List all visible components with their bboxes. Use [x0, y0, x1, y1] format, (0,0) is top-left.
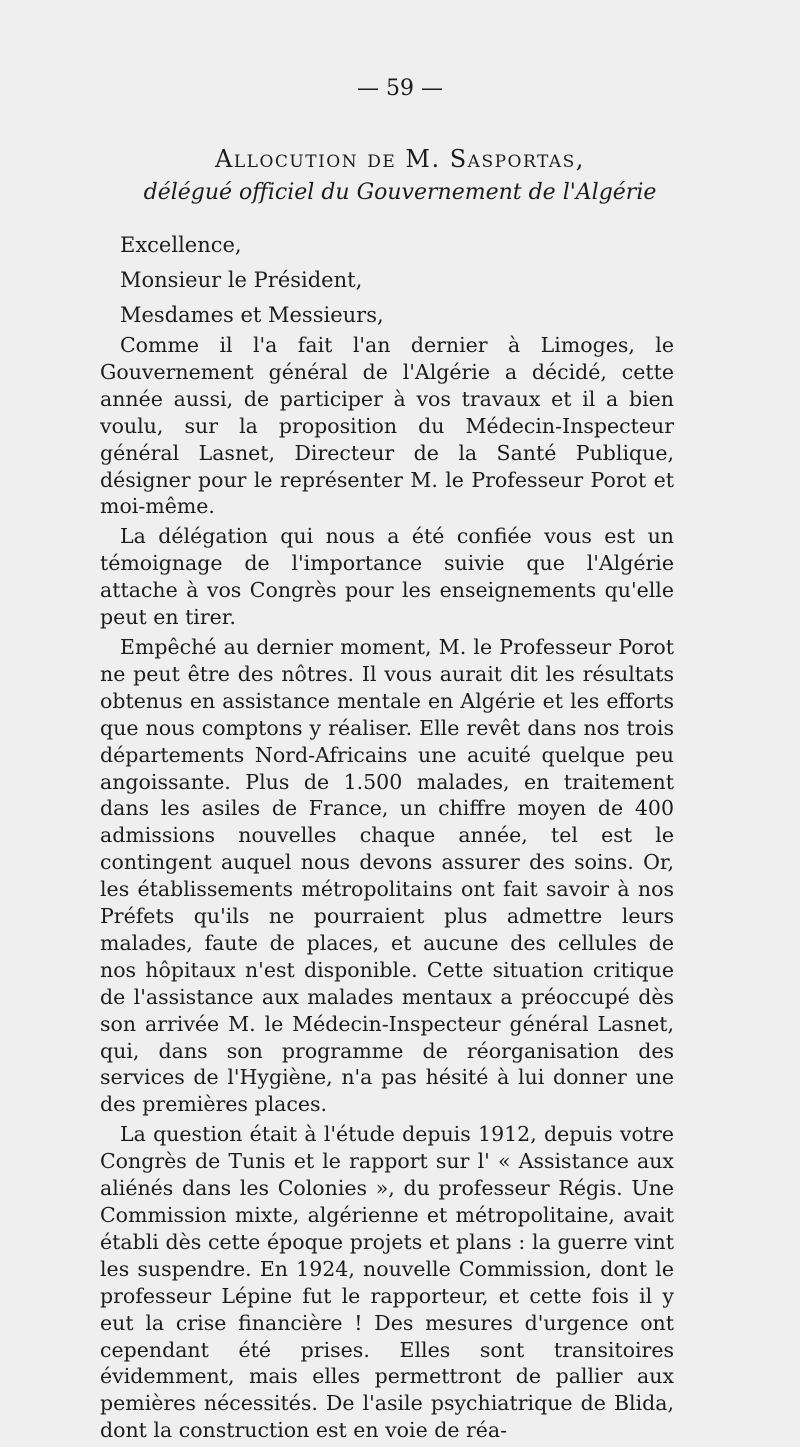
salutation-line: Monsieur le Président, — [120, 268, 363, 292]
paragraph: Comme il l'a fait l'an dernier à Limoges, le Gouvernement général de l'Algérie a décidé, cette année aussi, de participer à vos travaux et il a bien voulu, sur la proposition du Médecin-Inspecteur général Lasnet, Directeur de la Santé Publique, désigner pour le représenter M. le Professeur Porot et moi-même. — [100, 333, 674, 519]
speech-subtitle: délégué officiel du Gouvernement de l'Algérie — [143, 180, 657, 205]
paragraph: La question était à l'étude depuis 1912, depuis votre Congrès de Tunis et le rapport sur l' « Assistance aux aliénés dans les Colonies », du professeur Régis. Une Commission mixte, algérienne et métropolitaine, avait établi dès cette époque projets et plans : la guerre vint les suspendre. En 1924, nouvelle Commission, dont le professeur Lépine fut le rapporteur, et cette fois il y eut la crise financière ! Des mesures d'urgence ont cependant été prises. Elles sont transitoires évidemment, mais elles permettront de pallier aux pemières nécessités. De l'asile psychiatrique de Blida, dont la construction est en voie de réa- — [100, 1122, 674, 1443]
speech-title: Allocution de M. Sasportas, — [215, 145, 585, 173]
title-block — [0, 143, 800, 211]
speech-body — [100, 332, 674, 1447]
salutation-line: Excellence, — [120, 233, 242, 257]
salutations — [120, 228, 384, 333]
salutation-line: Mesdames et Messieurs, — [120, 303, 384, 327]
paragraph: La délégation qui nous a été confiée vous est un témoignage de l'importance suivie que l'Algérie attache à vos Congrès pour les enseignements qu'elle peut en tirer. — [100, 524, 674, 630]
paragraph: Empêché au dernier moment, M. le Professeur Porot ne peut être des nôtres. Il vous aurait dit les résultats obtenus en assistance mentale en Algérie et les efforts que nous comptons y réaliser. Elle revêt dans nos trois départements Nord-Africains une acuité quelque peu angoissante. Plus de 1.500 malades, en traitement dans les asiles de France, un chiffre moyen de 400 admissions nouvelles chaque année, tel est le contingent auquel nous devons assurer des soins. Or, les établissements métropolitains ont fait savoir à nos Préfets qu'ils ne pourraient plus admettre leurs malades, faute de places, et aucune des cellules de nos hôpitaux n'est disponible. Cette situation critique de l'assistance aux malades mentaux a préoccupé dès son arrivée M. le Médecin-Inspecteur général Lasnet, qui, dans son programme de réorganisation des services de l'Hygiène, n'a pas hésité à lui donner une des premières places. — [100, 634, 674, 1117]
page-number: — 59 — — [357, 76, 443, 101]
